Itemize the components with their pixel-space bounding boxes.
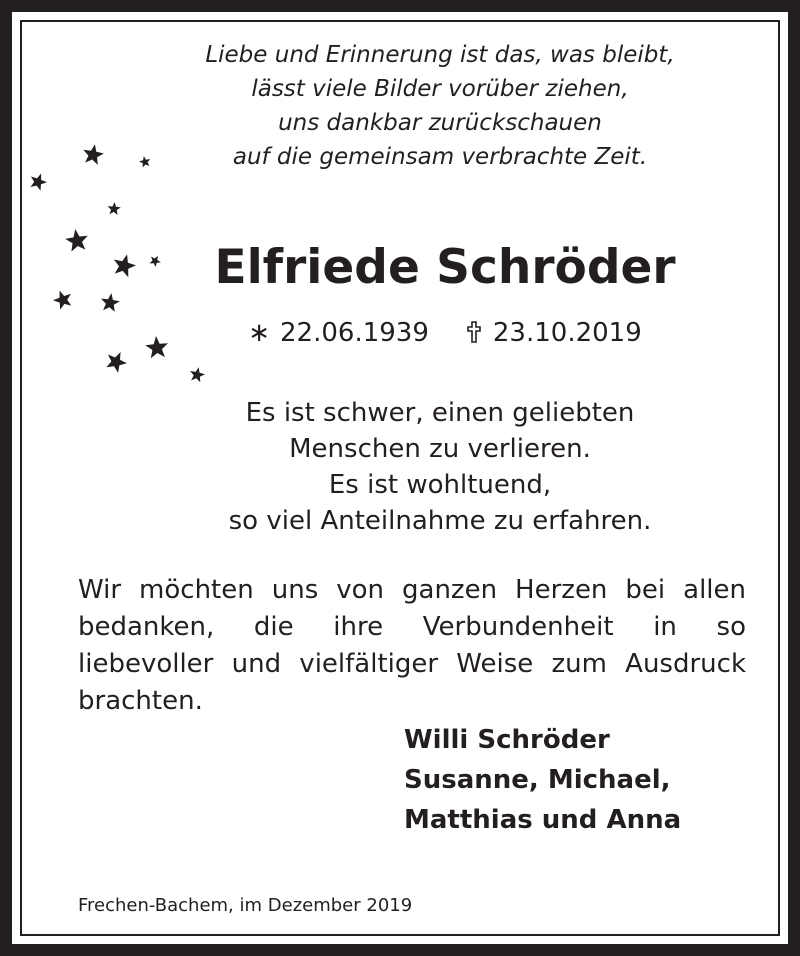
- life-dates: [120, 313, 770, 353]
- thanks-line: liebevoller und vielfältiger Weise zum Ausdruck: [78, 649, 746, 679]
- signature-line: Matthias und Anna: [404, 805, 682, 835]
- condolence-line: Menschen zu verlieren.: [289, 434, 591, 464]
- condolence-text: [100, 395, 780, 539]
- signature-line: Willi Schröder: [404, 725, 610, 755]
- death-date: 23.10.2019: [492, 318, 642, 348]
- mourners-signature: [404, 720, 774, 840]
- condolence-line: so viel Anteilnahme zu erfahren.: [228, 506, 652, 536]
- verse-line: Liebe und Erinnerung ist das, was bleibt,: [205, 42, 675, 68]
- verse-line: uns dankbar zurückschauen: [278, 110, 602, 136]
- thanks-line: Wir möchten uns von ganzen Herzen bei allen: [78, 575, 746, 605]
- condolence-line: Es ist schwer, einen geliebten: [245, 398, 635, 428]
- birth-date: 22.06.1939: [280, 318, 429, 348]
- birth-asterisk-icon: ∗: [248, 318, 271, 348]
- place-and-date: Frechen-Bachem, im Dezember 2019: [78, 895, 413, 916]
- thanks-line: brachten.: [78, 686, 203, 716]
- thanks-line: bedanken, die ihre Verbundenheit in so: [78, 612, 746, 642]
- memorial-verse: [110, 38, 770, 174]
- signature-line: Susanne, Michael,: [404, 765, 671, 795]
- deceased-name: Elfriede Schröder: [214, 240, 676, 295]
- verse-line: lässt viele Bilder vorüber ziehen,: [251, 76, 629, 102]
- verse-line: auf die gemeinsam verbrachte Zeit.: [232, 144, 648, 170]
- thanks-paragraph: [78, 572, 746, 720]
- condolence-line: Es ist wohltuend,: [328, 470, 552, 500]
- cross-icon: [467, 321, 481, 343]
